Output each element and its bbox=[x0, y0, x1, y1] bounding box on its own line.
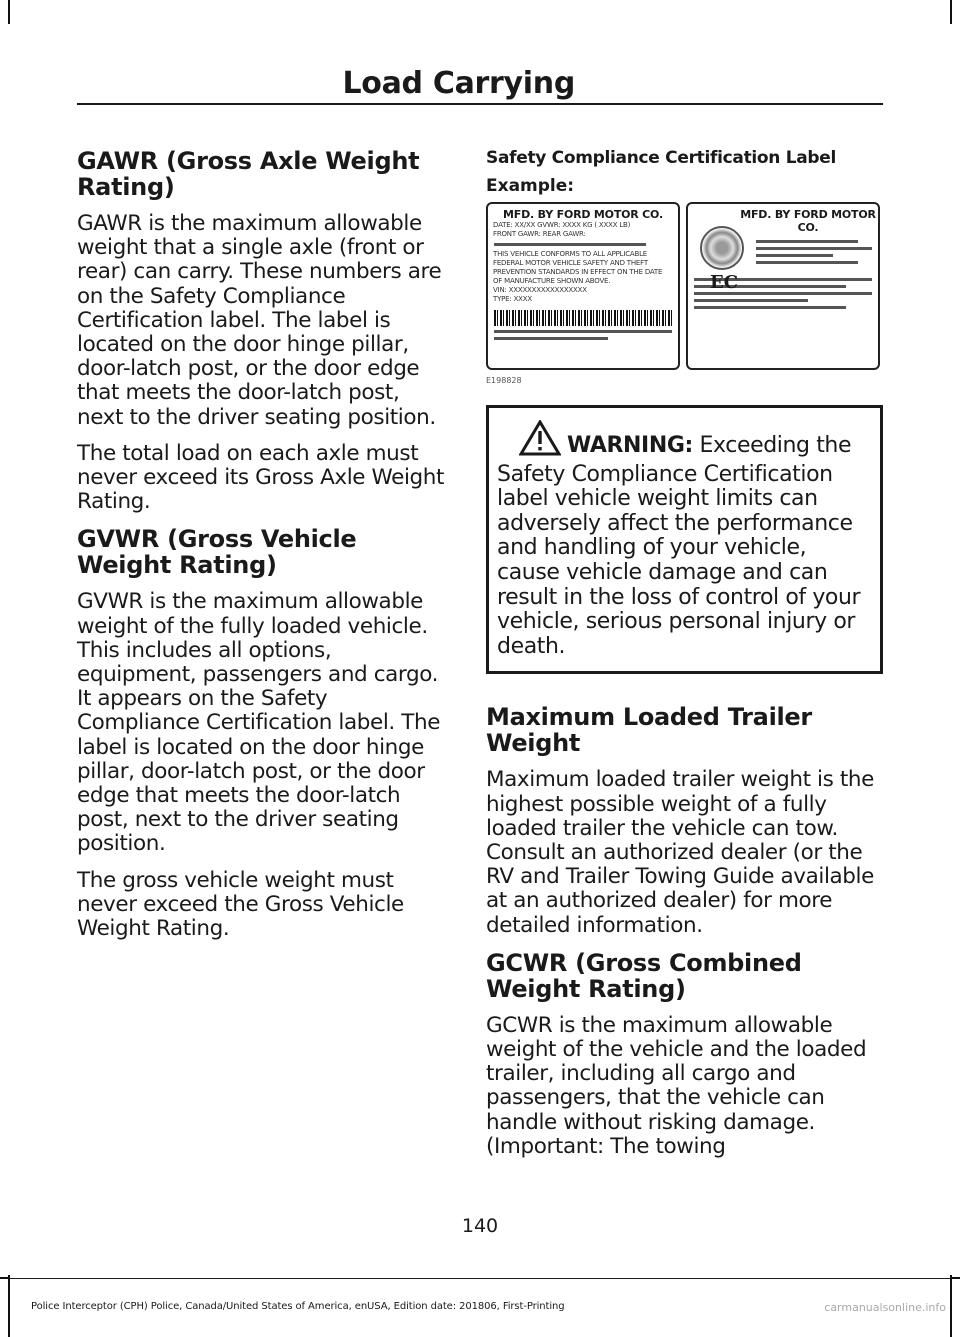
crop-mark bbox=[0, 1277, 10, 1279]
label-rule bbox=[494, 243, 646, 246]
label-vin: VIN: XXXXXXXXXXXXXXXXX bbox=[493, 286, 587, 294]
left-column bbox=[77, 140, 447, 953]
ec-mark: EC bbox=[710, 272, 739, 293]
footer-divider bbox=[10, 1278, 950, 1279]
gawr-paragraph-1: GAWR is the maximum allowable weight that a single axle (front or rear) can carry. These numbers are on the Safety Compliance Certification label. The label is located on the door hinge pillar, door-latch post, or the door edge that meets the door-latch post, next to the driver seating position. bbox=[77, 211, 442, 430]
site-watermark[interactable]: carmanualsonline.info bbox=[824, 1301, 946, 1314]
certification-label-example-2 bbox=[686, 202, 880, 370]
label-section-subtitle: Example: bbox=[486, 176, 575, 196]
image-id: E198828 bbox=[486, 376, 522, 385]
label-line: DATE: XX/XX GVWR: XXXX KG ( XXXX LB) bbox=[493, 221, 631, 229]
label-rule bbox=[756, 247, 872, 250]
seal-icon bbox=[700, 226, 744, 270]
crop-mark bbox=[950, 1277, 960, 1279]
label-rule bbox=[494, 330, 672, 333]
label-line: FRONT GAWR: REAR GAWR: bbox=[493, 230, 586, 238]
label-conformity-text: THIS VEHICLE CONFORMS TO ALL APPLICABLE FEDERAL MOTOR VEHICLE SAFETY AND THEFT PREVENTION STANDARDS IN EFFECT ON THE DATE OF MANUFACTURE SHOWN ABOVE. bbox=[493, 250, 663, 285]
warning-paragraph bbox=[497, 420, 872, 659]
label-manufacturer: MFD. BY FORD MOTOR CO. bbox=[503, 208, 663, 221]
mltw-heading: Maximum Loaded Trailer Weight bbox=[486, 703, 812, 758]
warning-text: Exceeding the Safety Compliance Certification label vehicle weight limits can adversely affect the performance and handling of your vehicle, cause vehicle damage and can result in the loss of control of your vehicle, serious personal injury or death. bbox=[497, 433, 861, 659]
mltw-paragraph: Maximum loaded trailer weight is the highest possible weight of a fully loaded trailer the vehicle can tow. Consult an authorized dealer (or the RV and Trailer Towing Guide available at an authorized dealer) for more detailed information. bbox=[486, 767, 874, 938]
gvwr-heading: GVWR (Gross Vehicle Weight Rating) bbox=[77, 525, 357, 580]
chapter-title: Load Carrying bbox=[342, 66, 575, 101]
gcwr-paragraph: GCWR is the maximum allowable weight of the vehicle and the loaded trailer, including all cargo and passengers, that the vehicle can handle without risking damage. (Important: The towing bbox=[486, 1012, 867, 1159]
label-rule bbox=[694, 299, 808, 302]
label-rule bbox=[756, 261, 858, 264]
label-manufacturer: MFD. BY FORD MOTOR CO. bbox=[740, 208, 876, 234]
edition-info: Police Interceptor (CPH) Police, Canada/United States of America, enUSA, Edition date: 201806, First-Printing bbox=[31, 1301, 565, 1312]
gawr-paragraph-2: The total load on each axle must never exceed its Gross Axle Weight Rating. bbox=[77, 440, 445, 515]
crop-mark bbox=[8, 0, 10, 24]
label-rule bbox=[494, 337, 608, 340]
gvwr-paragraph-1: GVWR is the maximum allowable weight of the fully loaded vehicle. This includes all options, equipment, passengers and cargo. It appears on the Safety Compliance Certification label. The label is located on the door hinge pillar, door-latch post, or the door edge that meets the door-latch post, next to the driver seating position. bbox=[77, 589, 441, 857]
label-rule bbox=[756, 240, 858, 243]
label-rule bbox=[756, 254, 833, 257]
label-section-title: Safety Compliance Certification Label bbox=[486, 148, 837, 168]
label-rule bbox=[694, 306, 846, 309]
right-column bbox=[486, 140, 883, 1171]
gvwr-paragraph-2: The gross vehicle weight must never exceed the Gross Vehicle Weight Rating. bbox=[77, 867, 404, 942]
warning-triangle-icon bbox=[519, 420, 561, 463]
crop-mark bbox=[950, 1275, 952, 1337]
warning-label: WARNING: bbox=[567, 433, 693, 458]
page-number: 140 bbox=[461, 1215, 499, 1237]
header-divider bbox=[77, 103, 883, 105]
crop-mark bbox=[8, 1275, 10, 1337]
certification-label-example-1 bbox=[486, 202, 680, 370]
label-type: TYPE: XXXX bbox=[493, 295, 532, 303]
gcwr-heading: GCWR (Gross Combined Weight Rating) bbox=[486, 948, 802, 1003]
gawr-heading: GAWR (Gross Axle Weight Rating) bbox=[77, 147, 420, 201]
crop-mark bbox=[950, 0, 952, 24]
barcode bbox=[494, 310, 672, 326]
certification-label-figure bbox=[486, 202, 883, 370]
warning-box bbox=[486, 405, 883, 674]
